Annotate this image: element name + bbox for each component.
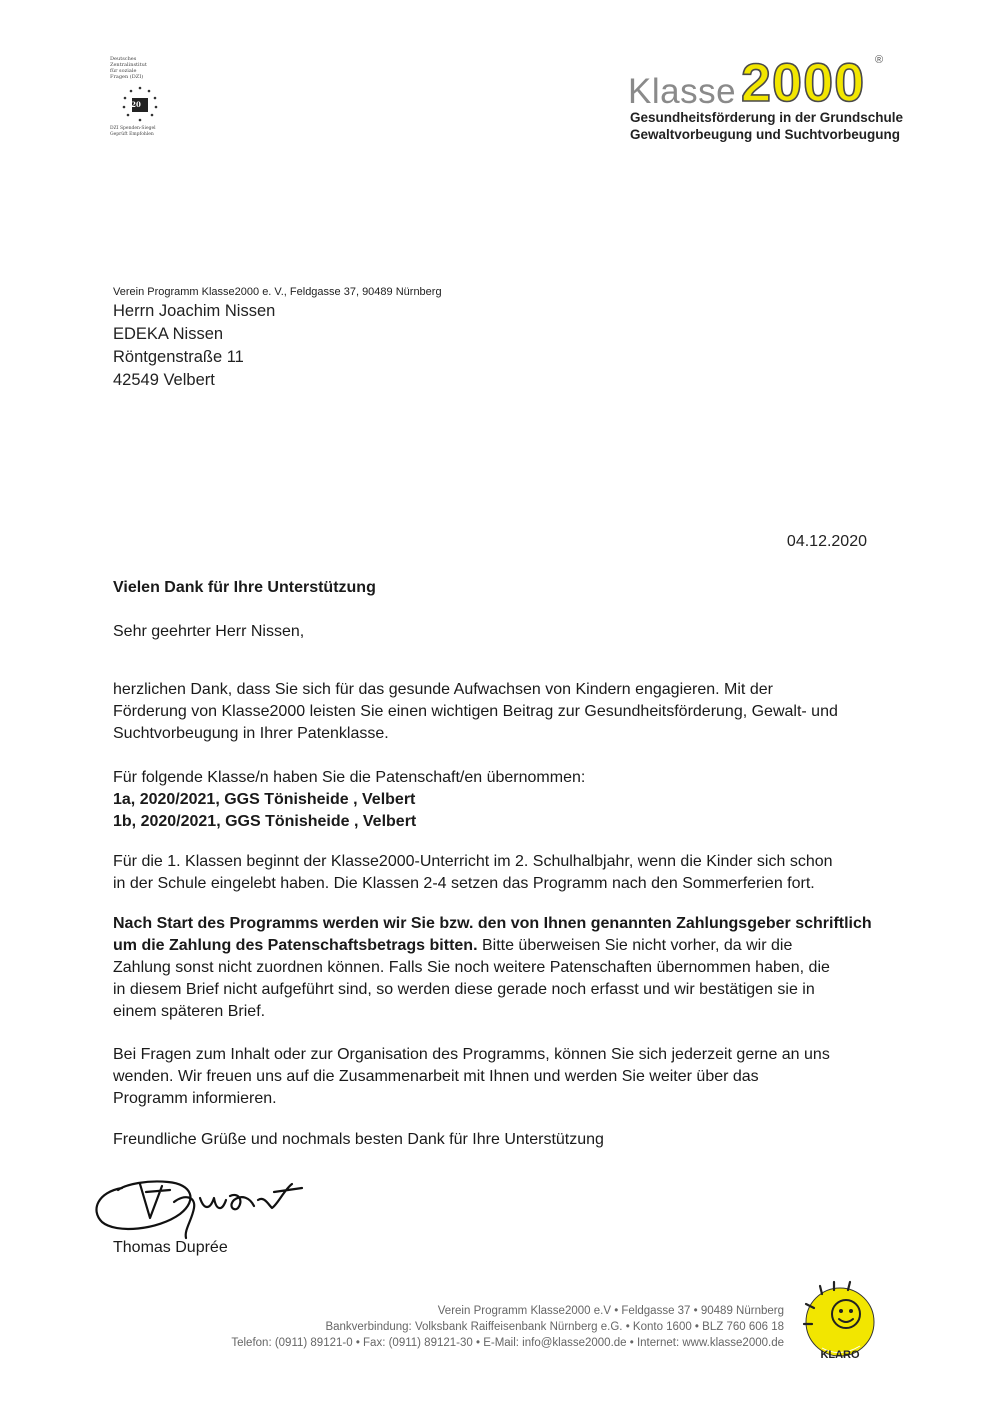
signer-name: Thomas Duprée <box>113 1239 228 1256</box>
class-item: 1a, 2020/2021, GGS Tönisheide , Velbert <box>113 791 416 808</box>
text-line: Programm informieren. <box>113 1090 277 1107</box>
footer-line: Verein Programm Klasse2000 e.V • Feldgasse 37 • 90489 Nürnberg <box>437 1305 784 1317</box>
paragraph-schedule <box>113 851 903 895</box>
recipient-line: Röntgenstraße 11 <box>113 348 244 366</box>
text-regular: Bitte überweisen Sie nicht vorher, da wir die <box>477 937 793 954</box>
logo-number: 2000 <box>741 53 866 113</box>
logo-word: Klasse <box>628 72 737 111</box>
seal-footer-line: Geprüft Empfohlen <box>110 132 154 137</box>
text-line: einem späteren Brief. <box>113 1003 266 1020</box>
logo-tagline-1: Gesundheitsförderung in der Grundschule <box>630 110 904 125</box>
paragraph-questions <box>113 1044 903 1110</box>
klaro-label: KLARO <box>820 1349 860 1361</box>
recipient-line: 42549 Velbert <box>113 371 215 389</box>
letter-salutation: Sehr geehrter Herr Nissen, <box>113 623 305 640</box>
text-line: in der Schule eingelebt haben. Die Klassen 2-4 setzen das Programm nach den Sommerferien fort. <box>113 875 815 892</box>
letter-subject: Vielen Dank für Ihre Unterstützung <box>113 579 376 596</box>
footer-line: Bankverbindung: Volksbank Raiffeisenbank Nürnberg e.G. • Konto 1600 • BLZ 760 606 18 <box>325 1321 784 1333</box>
paragraph-classes <box>113 767 903 833</box>
seal-text-line: für soziale <box>110 68 137 74</box>
seal-year: '20 <box>129 100 141 109</box>
text-bold: um die Zahlung des Patenschaftsbetrags bitten. <box>113 937 478 954</box>
klaro-mascot-icon <box>800 1278 880 1366</box>
seal-text-line: Deutsches <box>110 56 137 62</box>
handwritten-signature <box>88 1170 318 1240</box>
text-line: in diesem Brief nicht aufgeführt sind, so werden diese gerade noch erfasst und wir bestätigen sie in <box>113 981 815 998</box>
seal-text-line: Zentralinstitut <box>110 62 147 68</box>
text-line: Förderung von Klasse2000 leisten Sie einen wichtigen Beitrag zur Gesundheitsförderung, Gewalt- und <box>113 703 838 720</box>
dzi-seal-logo <box>110 56 168 138</box>
paragraph-thanks <box>113 679 903 745</box>
class-item: 1b, 2020/2021, GGS Tönisheide , Velbert <box>113 813 417 830</box>
klasse2000-logo <box>628 52 904 152</box>
text-line: Zahlung sonst nicht zuordnen können. Falls Sie noch weitere Patenschaften übernommen haben, die <box>113 959 830 976</box>
text-line: Nach Start des Programms werden wir Sie bzw. den von Ihnen genannten Zahlungsgeber schriftlich <box>113 915 872 932</box>
recipient-line: EDEKA Nissen <box>113 325 224 343</box>
text-line: Suchtvorbeugung in Ihrer Patenklasse. <box>113 725 389 742</box>
text-line: Für die 1. Klassen beginnt der Klasse2000-Unterricht im 2. Schulhalbjahr, wenn die Kinder sich schon <box>113 853 833 870</box>
text-line: Bei Fragen zum Inhalt oder zur Organisation des Programms, können Sie sich jederzeit gerne an uns <box>113 1046 830 1063</box>
recipient-line: Herrn Joachim Nissen <box>113 302 276 320</box>
sender-return-address: Verein Programm Klasse2000 e. V., Feldgasse 37, 90489 Nürnberg <box>113 286 442 298</box>
paragraph-payment <box>113 913 903 1023</box>
text-line: herzlichen Dank, dass Sie sich für das gesunde Aufwachsen von Kindern engagieren. Mit der <box>113 681 773 698</box>
letter-date: 04.12.2020 <box>786 533 867 550</box>
paragraph-closing <box>113 1129 903 1151</box>
text-line: Freundliche Grüße und nochmals besten Dank für Ihre Unterstützung <box>113 1131 604 1148</box>
footer-line: Telefon: (0911) 89121-0 • Fax: (0911) 89121-30 • E-Mail: info@klasse2000.de • Internet: www.klasse2000.de <box>231 1337 784 1349</box>
seal-text-line: Fragen (DZI) <box>110 74 144 80</box>
text-line: wenden. Wir freuen uns auf die Zusammenarbeit mit Ihnen und werden Sie weiter über das <box>113 1068 759 1085</box>
logo-registered-mark: ® <box>875 54 884 66</box>
seal-footer-line: DZI Spenden-Siegel <box>110 126 156 131</box>
letter-footer <box>231 1303 784 1351</box>
text-line: Für folgende Klasse/n haben Sie die Patenschaft/en übernommen: <box>113 769 586 786</box>
logo-tagline-2: Gewaltvorbeugung und Suchtvorbeugung <box>630 127 900 142</box>
